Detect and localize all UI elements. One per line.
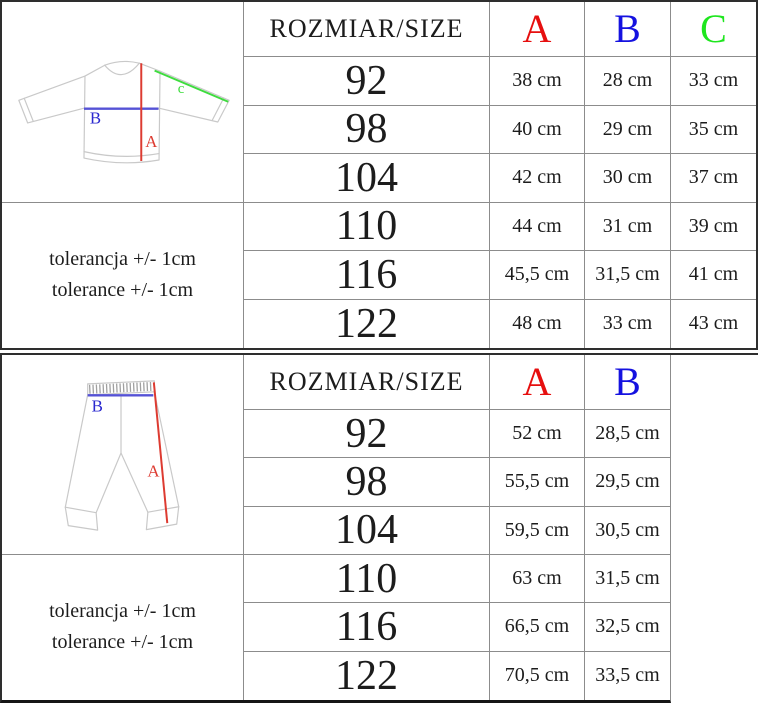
measure-cell: 59,5 cm xyxy=(490,507,585,555)
measure-cell: 42 cm xyxy=(490,154,585,203)
measure-cell: 48 cm xyxy=(490,300,585,349)
measure-cell: 40 cm xyxy=(490,106,585,155)
shirt-drawing xyxy=(2,2,243,202)
pants-label-a: A xyxy=(147,461,160,481)
size-cell: 116 xyxy=(244,251,490,300)
measure-cell: 31,5 cm xyxy=(585,251,671,300)
pants-size-section xyxy=(0,353,758,706)
size-cell: 110 xyxy=(244,555,490,603)
measure-cell: 28 cm xyxy=(585,57,671,106)
measure-cell: 52 cm xyxy=(490,410,585,458)
pants-drawing xyxy=(2,355,243,554)
tolerance-note xyxy=(2,203,244,349)
tolerance-line-pl: tolerancja +/- 1cm xyxy=(49,248,196,271)
size-cell: 116 xyxy=(244,603,490,651)
size-cell: 98 xyxy=(244,106,490,155)
tolerance-line-pl: tolerancja +/- 1cm xyxy=(49,600,196,623)
pants-label-b: B xyxy=(91,396,103,416)
measure-cell: 38 cm xyxy=(490,57,585,106)
measure-cell: 31,5 cm xyxy=(585,555,670,603)
pants-drawing-cell xyxy=(2,355,244,555)
tolerance-note xyxy=(2,555,244,700)
measure-cell: 30,5 cm xyxy=(585,507,670,555)
size-cell: 104 xyxy=(244,507,490,555)
size-cell: 98 xyxy=(244,458,490,506)
waistband-hatching xyxy=(89,386,153,389)
measure-cell: 37 cm xyxy=(671,154,756,203)
column-header-b: B xyxy=(585,2,671,57)
shirt-measure-line-c xyxy=(155,71,229,102)
measure-cell: 33 cm xyxy=(671,57,756,106)
measure-cell: 31 cm xyxy=(585,203,671,252)
measure-cell: 44 cm xyxy=(490,203,585,252)
measure-cell: 29 cm xyxy=(585,106,671,155)
size-header: ROZMIAR/SIZE xyxy=(244,355,490,410)
size-cell: 104 xyxy=(244,154,490,203)
measure-cell: 29,5 cm xyxy=(585,458,670,506)
pants-size-table xyxy=(0,355,671,703)
size-cell: 92 xyxy=(244,57,490,106)
shirt-label-b: B xyxy=(89,108,102,128)
shirt-label-a: A xyxy=(145,132,158,152)
shirt-drawing-cell xyxy=(2,2,244,203)
pants-measure-line-a xyxy=(154,382,167,523)
shirt-label-c: c xyxy=(177,80,185,97)
tolerance-line-en: tolerance +/- 1cm xyxy=(51,279,194,302)
size-cell: 110 xyxy=(244,203,490,252)
measure-cell: 43 cm xyxy=(688,312,739,335)
size-cell: 92 xyxy=(244,410,490,458)
measure-cell: 35 cm xyxy=(671,106,756,155)
measure-cell: 70,5 cm xyxy=(490,652,585,700)
size-cell: 122 xyxy=(244,652,490,700)
column-header-c: C xyxy=(671,2,756,57)
tolerance-line-en: tolerance +/- 1cm xyxy=(51,631,194,654)
measure-cell: 66,5 cm xyxy=(490,603,585,651)
size-header: ROZMIAR/SIZE xyxy=(244,2,490,57)
measure-cell: 32,5 cm xyxy=(585,603,670,651)
measure-cell: 28,5 cm xyxy=(585,410,670,458)
column-header-a: A xyxy=(490,355,585,410)
measure-cell: 41 cm xyxy=(671,251,756,300)
measure-cell: 63 cm xyxy=(490,555,585,603)
column-header-b: B xyxy=(585,355,670,410)
size-cell: 122 xyxy=(244,300,490,349)
measure-cell: 33 cm xyxy=(585,300,671,349)
shirt-size-table xyxy=(0,0,758,350)
measure-cell: 55,5 cm xyxy=(490,458,585,506)
column-header-a: A xyxy=(490,2,585,57)
measure-cell: 30 cm xyxy=(585,154,671,203)
measure-cell: 33,5 cm xyxy=(595,664,660,687)
measure-cell: 45,5 cm xyxy=(490,251,585,300)
measure-cell: 39 cm xyxy=(671,203,756,252)
